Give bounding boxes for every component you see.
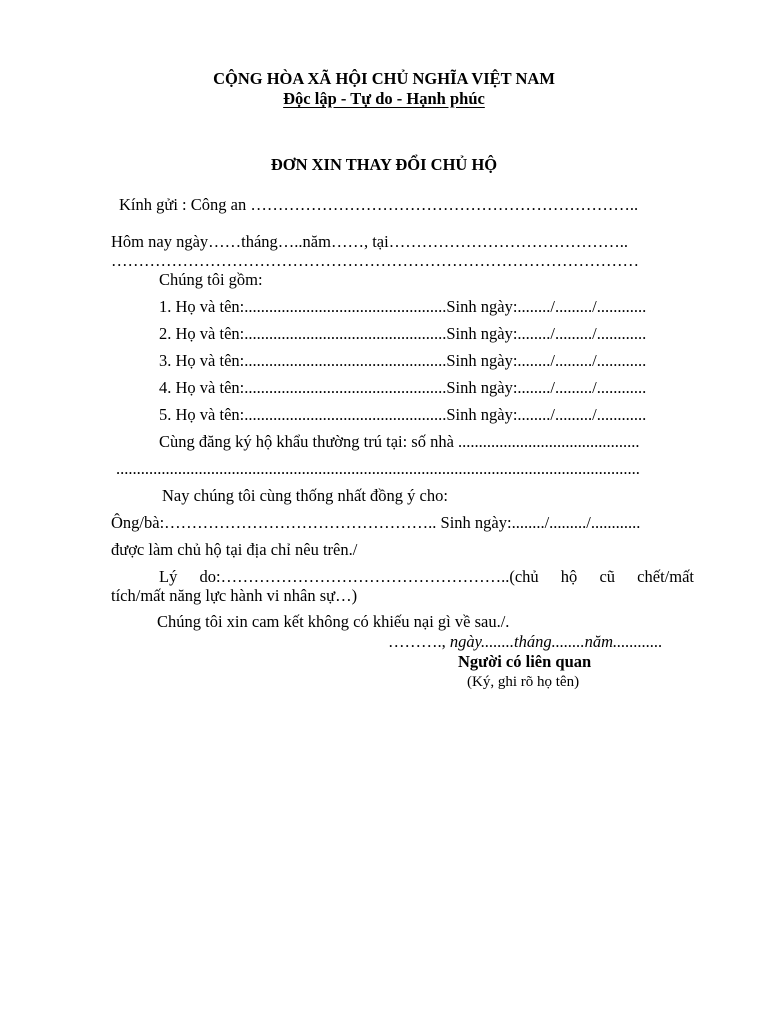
nation-title: CỘNG HÒA XÃ HỘI CHỦ NGHĨA VIỆT NAM [213, 69, 555, 88]
reason-continuation: tích/mất năng lực hành vi nhân sự…) [111, 586, 358, 605]
member-row: 4. Họ và tên:.................................................Sinh ngày:......../........./............ [159, 378, 647, 397]
commitment-line: Chúng tôi xin cam kết không có khiếu nại gì về sau./. [157, 612, 510, 631]
date-place-continuation: …………………………………………………………………………………… [111, 251, 639, 270]
new-head-line: Ông/bà:………………………………………….. Sinh ngày:......../........./............ [111, 513, 641, 532]
members-intro: Chúng tôi gồm: [159, 270, 263, 289]
member-row: 2. Họ và tên:.................................................Sinh ngày:......../........./............ [159, 324, 647, 343]
signature-date-fields: ngày........tháng........năm............ [449, 632, 663, 651]
signature-place: ………., [388, 632, 450, 651]
member-row: 1. Họ và tên:.................................................Sinh ngày:......../........./............ [159, 297, 647, 316]
signature-instruction: (Ký, ghi rõ họ tên) [467, 674, 580, 690]
date-place-line: Hôm nay ngày……tháng…..năm……, tại…………………………………….. [111, 232, 628, 251]
becomes-head-line: được làm chủ hộ tại địa chỉ nêu trên./ [111, 540, 358, 559]
signature-role: Người có liên quan [458, 652, 592, 671]
agreement-line: Nay chúng tôi cùng thống nhất đồng ý cho: [162, 486, 448, 505]
reason-line: Lý do:……………………………………………..(chủ hộ cũ chết/mất [159, 567, 694, 586]
member-row: 3. Họ và tên:.................................................Sinh ngày:......../........./............ [159, 351, 647, 370]
document-title: ĐƠN XIN THAY ĐỔI CHỦ HỘ [270, 155, 498, 174]
recipient-line: Kính gửi : Công an …………………………………………………………….. [119, 195, 639, 214]
signature-date [388, 632, 663, 652]
residence-line: Cùng đăng ký hộ khẩu thường trú tại: số nhà ............................................ [159, 432, 640, 451]
motto [0, 89, 768, 109]
residence-continuation: ............................................................................................................................... [116, 459, 640, 478]
motto-text: Độc lập - Tự do - Hạnh phúc [283, 89, 485, 108]
member-row: 5. Họ và tên:.................................................Sinh ngày:......../........./............ [159, 405, 647, 424]
